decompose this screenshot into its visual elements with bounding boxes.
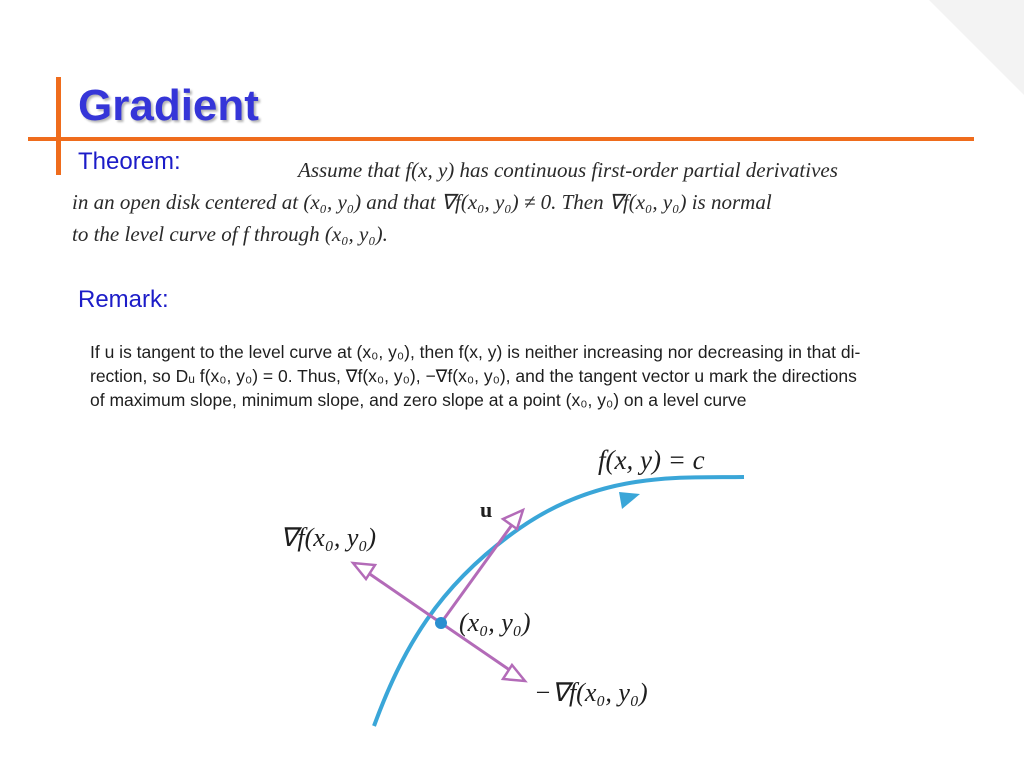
remark-label: Remark: — [78, 286, 169, 313]
theorem-line: in an open disk centered at (x₀, y₀) and that ∇f(x₀, y₀) ≠ 0. Then ∇f(x₀, y₀) is normal — [72, 190, 772, 214]
negative-gradient-label: −∇f(x₀, y₀) — [534, 678, 648, 707]
remark-line: If u is tangent to the level curve at (x₀, y₀), then f(x, y) is neither increasing nor decreasing in that di- — [90, 342, 861, 362]
curve-direction-arrow — [619, 492, 640, 509]
theorem-text — [72, 154, 972, 250]
point-marker — [435, 617, 447, 629]
theorem-line: Assume that f(x, y) has continuous first-order partial derivatives — [298, 158, 838, 182]
remark-line: rection, so Dᵤ f(x₀, y₀) = 0. Thus, ∇f(x₀, y₀), −∇f(x₀, y₀), and the tangent vector u mark the directions — [90, 366, 857, 386]
accent-horizontal-bar — [28, 137, 974, 141]
remark-text — [90, 340, 970, 412]
slide-title: Gradient — [78, 81, 259, 130]
gradient-label: ∇f(x₀, y₀) — [280, 523, 377, 552]
level-curve-diagram — [260, 430, 780, 740]
tangent-label: u — [480, 497, 493, 522]
point-label: (x₀, y₀) — [459, 608, 531, 637]
corner-decoration — [929, 0, 1024, 95]
theorem-line: to the level curve of f through (x₀, y₀). — [72, 222, 388, 246]
accent-vertical-bar — [56, 77, 61, 175]
gradient-vector — [364, 570, 441, 623]
curve-label: f(x, y) = c — [598, 445, 705, 475]
remark-line: of maximum slope, minimum slope, and zero slope at a point (x₀, y₀) on a level curve — [90, 390, 747, 410]
theorem-label: Theorem: — [78, 148, 181, 175]
